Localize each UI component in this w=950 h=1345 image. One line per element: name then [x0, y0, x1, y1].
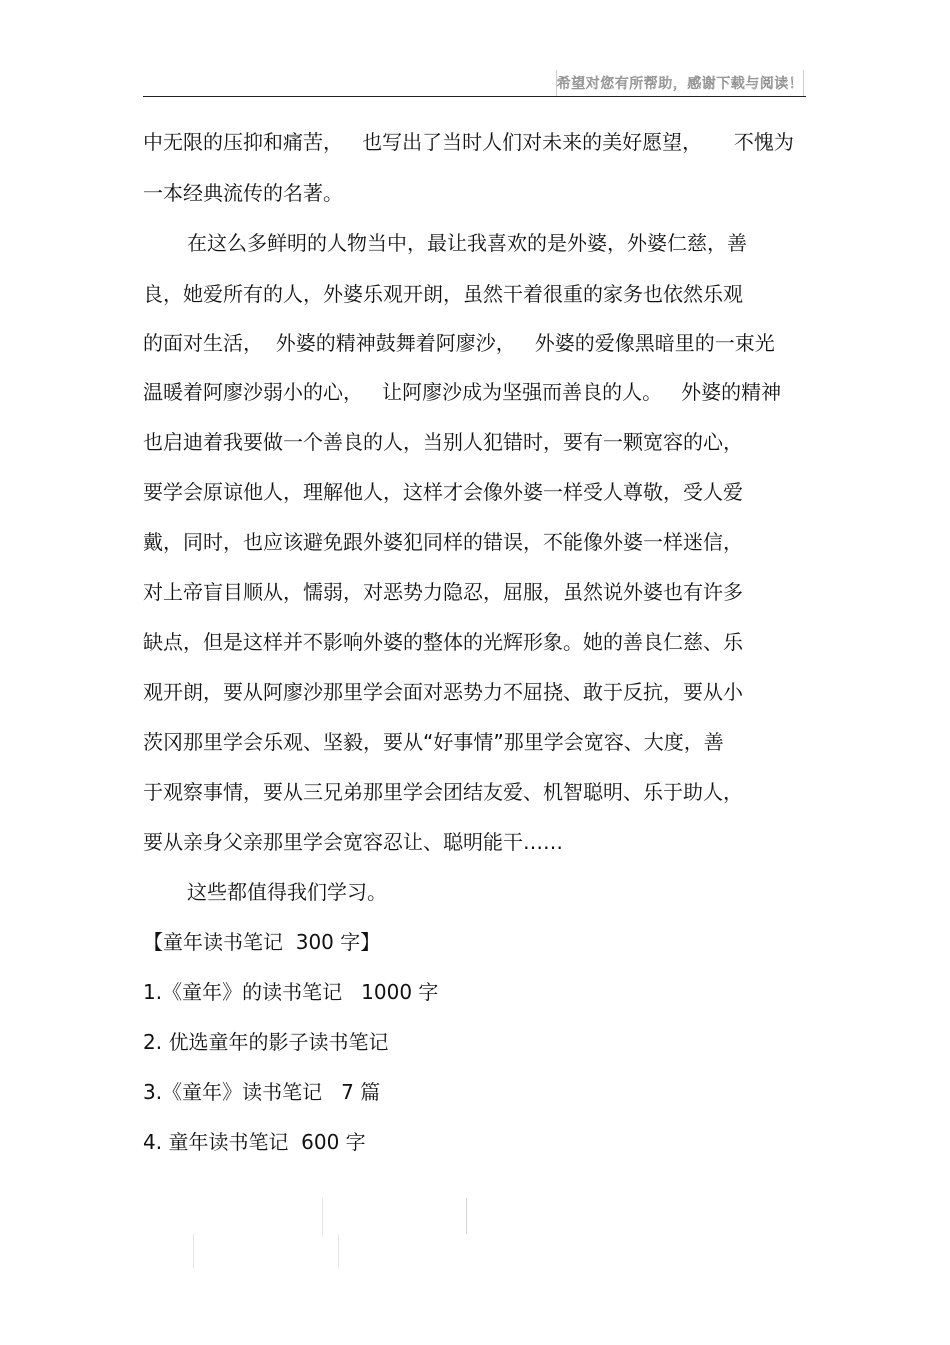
body-line: 也启迪着我要做一个善良的人，当别人犯错时，要有一颗宽容的心，	[143, 430, 743, 454]
faint-mark	[466, 1198, 467, 1234]
body-line: 观开朗，要从阿廖沙那里学会面对恶势力不屈挠、敢于反抗，要从小	[143, 680, 743, 704]
header-banner	[556, 70, 804, 96]
faint-mark	[193, 1234, 194, 1268]
body-line: 一本经典流传的名著。	[143, 181, 343, 205]
body-line: 这些都值得我们学习。	[187, 880, 387, 904]
related-link[interactable]: 4. 童年读书笔记 600 字	[143, 1130, 366, 1154]
body-line: 在这么多鲜明的人物当中，最让我喜欢的是外婆，外婆仁慈，善	[187, 231, 747, 255]
body-line: 茨冈那里学会乐观、坚毅，要从“好事情”那里学会宽容、大度，善	[143, 730, 724, 754]
header-banner-text: 希望对您有所帮助，感谢下载与阅读！	[556, 76, 804, 92]
body-line: 要学会原谅他人，理解他人，这样才会像外婆一样受人尊敬，受人爱	[143, 480, 743, 504]
related-link[interactable]: 3.《童年》读书笔记 7 篇	[143, 1080, 381, 1104]
related-link[interactable]: 2. 优选童年的影子读书笔记	[143, 1030, 389, 1054]
related-heading: 【童年读书笔记 300 字】	[143, 930, 381, 954]
body-line: 的面对生活， 外婆的精神鼓舞着阿廖沙， 外婆的爱像黑暗里的一束光	[143, 331, 775, 355]
header-rule	[143, 96, 806, 97]
body-line: 缺点，但是这样并不影响外婆的整体的光辉形象。她的善良仁慈、乐	[143, 630, 743, 654]
body-line: 对上帝盲目顺从，懦弱，对恶势力隐忍，屈服，虽然说外婆也有许多	[143, 580, 743, 604]
body-line: 温暖着阿廖沙弱小的心， 让阿廖沙成为坚强而善良的人。 外婆的精神	[143, 380, 782, 404]
related-link[interactable]: 1.《童年》的读书笔记 1000 字	[143, 980, 439, 1004]
faint-mark	[322, 1198, 323, 1236]
faint-mark	[338, 1234, 339, 1268]
body-line: 要从亲身父亲那里学会宽容忍让、聪明能干……	[143, 830, 563, 854]
body-line: 中无限的压抑和痛苦， 也写出了当时人们对未来的美好愿望， 不愧为	[143, 130, 794, 154]
body-line: 戴，同时，也应该避免跟外婆犯同样的错误，不能像外婆一样迷信，	[143, 530, 743, 554]
body-line: 于观察事情，要从三兄弟那里学会团结友爱、机智聪明、乐于助人，	[143, 780, 743, 804]
body-line: 良，她爱所有的人，外婆乐观开朗，虽然干着很重的家务也依然乐观	[143, 282, 743, 306]
